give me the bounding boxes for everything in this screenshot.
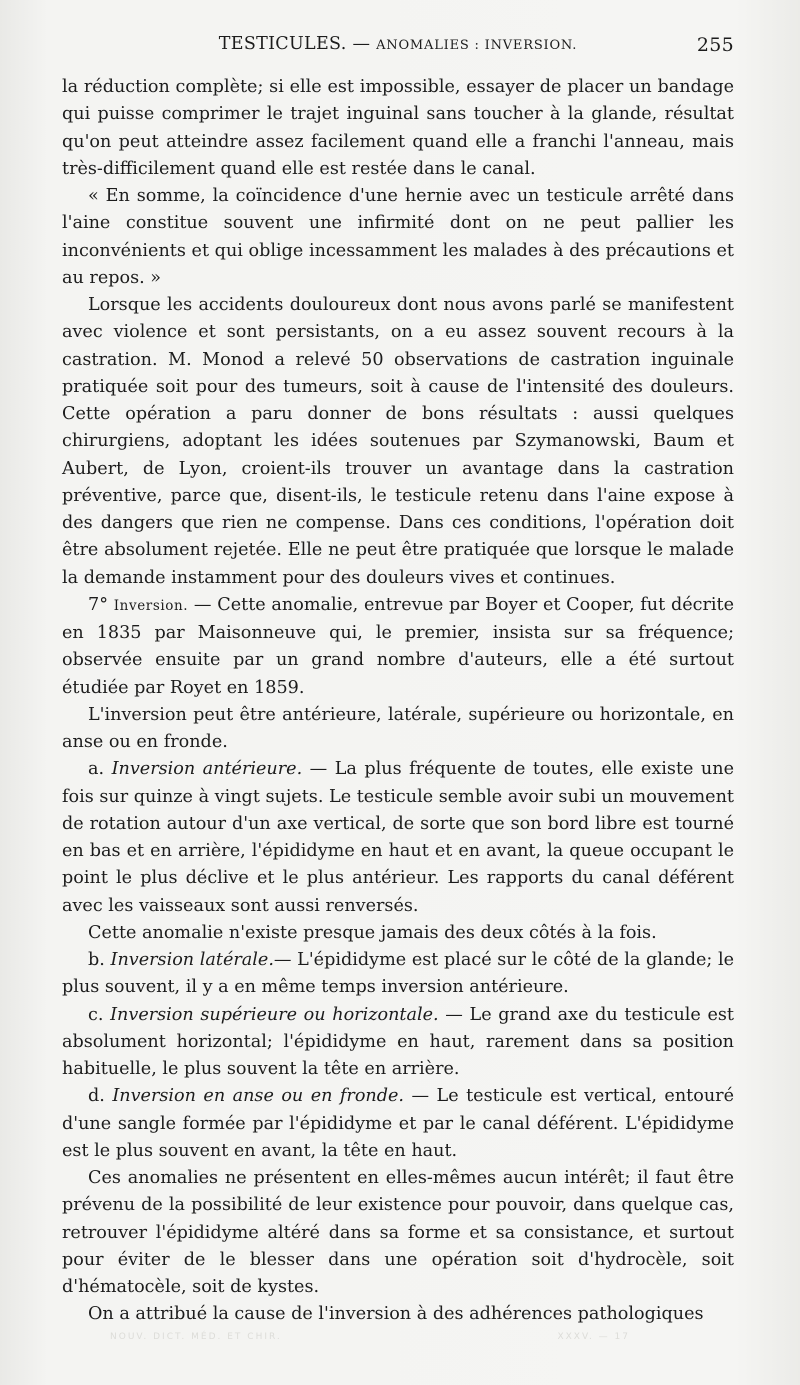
page-number: 255 <box>696 34 734 56</box>
item-letter-d: d. <box>88 1086 113 1107</box>
section-heading-inversion: Inversion. <box>113 597 189 614</box>
paragraph-4 <box>62 592 734 702</box>
item-heading-anterieure: Inversion antérieure. <box>111 759 303 780</box>
running-title-dash: — <box>346 34 377 54</box>
paragraph-8 <box>62 947 734 1002</box>
paragraph-2: « En somme, la coïncidence d'une hernie avec un testicule arrêté dans l'aine constitue souvent une infirmité dont on ne peut pallier les inconvénients et qui oblige incessamment les malades à des précautions et au repos. » <box>62 186 734 288</box>
paragraph-6-text: — La plus fréquente de toutes, elle existe une fois sur quinze à vingt sujets. Le testicule semble avoir subi un mouvement de rotation autour d'un axe vertical, de sorte que son bord libre est tourné en bas et en arrière, l'épididyme en haut et en avant, la queue occupant le point le plus déclive et le plus antérieur. Les rapports du canal déférent avec les vaisseaux sont aussi renversés. <box>62 759 734 916</box>
body-text <box>62 74 734 1329</box>
signature-volume: XXXV. — 17 <box>557 1332 630 1342</box>
section-number: 7° <box>88 594 114 615</box>
paragraph-1: la réduction complète; si elle est impossible, essayer de placer un bandage qui puisse comprimer le trajet inguinal sans toucher à la glande, résultat qu'on peut atteindre assez facilement quand elle a franchi l'anneau, mais très-difficilement quand elle est restée dans le canal. <box>62 77 734 179</box>
paragraph-5: L'inversion peut être antérieure, latérale, supérieure ou horizontale, en anse ou en fronde. <box>62 704 734 752</box>
paragraph-9-text: — Le grand axe du testicule est absolument horizontal; l'épididyme en haut, rarement dans sa position habituelle, le plus souvent la tête en arrière. <box>62 1004 734 1079</box>
item-letter-b: b. <box>88 950 111 970</box>
paragraph-8-text: — L'épididyme est placé sur le côté de la glande; le plus souvent, il y a en même temps inversion antérieure. <box>62 950 735 998</box>
paragraph-3: Lorsque les accidents douloureux dont nous avons parlé se manifestent avec violence et sont persistants, on a eu assez souvent recours à la castration. M. Monod a relevé 50 observations de castration inguinale pratiquée soit pour des tumeurs, soit à cause de l'intensité des douleurs. Cette opération a paru donner de bons résultats : aussi quelques chirurgiens, adoptant les idées soutenues par Szymanowski, Baum et Aubert, de Lyon, croient-ils trouver un avantage dans la castration préventive, parce que, disent-ils, le testicule retenu dans l'aine expose à des dangers que rien ne compense. Dans ces conditions, l'opération doit être absolument rejetée. Elle ne peut être pratiquée que lorsque le malade la demande instamment pour des douleurs vives et continues. <box>62 295 734 588</box>
paragraph-6 <box>62 756 734 920</box>
paragraph-4-text: — Cette anomalie, entrevue par Boyer et Cooper, fut décrite en 1835 par Maisonneuve qui, le premier, insista sur sa fréquence; observée ensuite par un grand nombre d'auteurs, elle a été surtout étudiée par Royet en 1859. <box>62 594 734 698</box>
page-signature <box>110 1332 670 1352</box>
paragraph-7: Cette anomalie n'existe presque jamais des deux côtés à la fois. <box>88 922 657 943</box>
signature-text: NOUV. DICT. MÉD. ET CHIR. <box>110 1332 282 1342</box>
item-heading-superieure: Inversion supérieure ou horizontale. <box>110 1004 439 1025</box>
running-title <box>62 34 734 54</box>
item-heading-anse: Inversion en anse ou en fronde. <box>112 1086 405 1107</box>
paragraph-10-text: — Le testicule est vertical, entouré d'une sangle formée par l'épididyme et par le canal déférent. L'épididyme est le plus souvent en avant, la tête en haut. <box>62 1086 734 1161</box>
running-head <box>62 34 734 60</box>
paragraph-10 <box>62 1083 734 1165</box>
running-title-main: TESTICULES. <box>218 34 347 54</box>
item-letter-a: a. <box>88 759 112 780</box>
item-letter-c: c. <box>88 1004 111 1025</box>
running-title-sub: ANOMALIES : INVERSION. <box>376 38 578 53</box>
paragraph-9 <box>62 1002 734 1084</box>
item-heading-laterale: Inversion latérale. <box>110 950 274 970</box>
paragraph-12: On a attribué la cause de l'inversion à des adhérences pathologiques <box>88 1304 704 1325</box>
paragraph-11: Ces anomalies ne présentent en elles-mêmes aucun intérêt; il faut être prévenu de la possibilité de leur existence pour pouvoir, dans quelque cas, retrouver l'épididyme altéré dans sa forme et sa consistance, et surtout pour éviter de le blesser dans une opération soit d'hydrocèle, soit d'hématocèle, soit de kystes. <box>62 1168 734 1297</box>
